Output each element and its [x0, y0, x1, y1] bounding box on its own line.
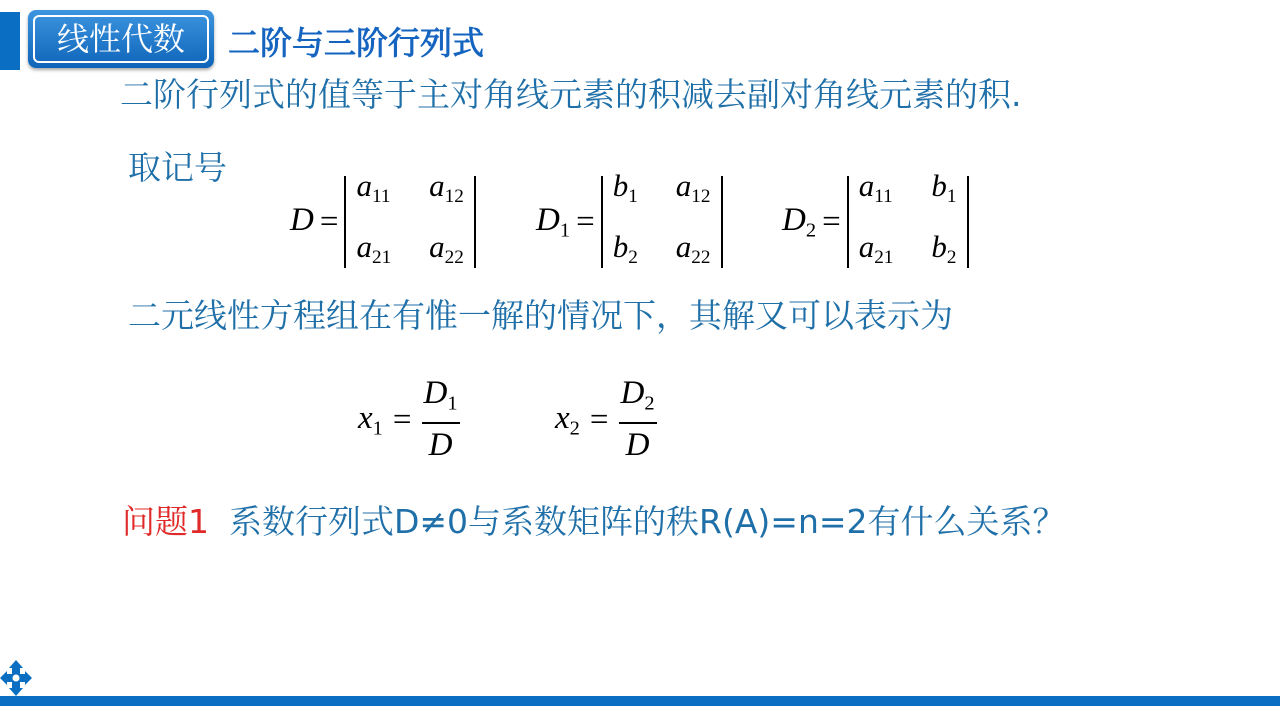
equals-sign: = [576, 203, 595, 240]
solution-description: 二元线性方程组在有惟一解的情况下，其解又可以表示为 [128, 296, 953, 335]
equals-sign: = [319, 203, 339, 240]
determinant-d [290, 167, 476, 269]
equals-sign: = [392, 401, 412, 438]
matrix-cell: $a_{12}$ [429, 167, 464, 207]
header-accent-bar [0, 12, 20, 70]
fraction [422, 374, 460, 467]
matrix-cell: $a_{21}$ [356, 229, 392, 269]
determinant-name: D [290, 201, 314, 238]
determinant-name: $D_1$ [536, 201, 571, 242]
matrix-cell: $b_1$ [931, 167, 957, 207]
determinant-d2 [782, 167, 969, 269]
solution-x2 [555, 374, 657, 466]
course-tag-label: 线性代数 [33, 15, 209, 63]
matrix-cell: $a_{11}$ [858, 167, 893, 207]
matrix-cell: $a_{22}$ [675, 229, 711, 269]
determinant-matrix [344, 167, 475, 269]
matrix-cell: $a_{22}$ [429, 229, 464, 269]
footer-bar [0, 696, 1280, 706]
question-label: 问题1 [122, 502, 209, 541]
question [122, 500, 1066, 544]
equals-sign: = [822, 203, 841, 240]
determinant-name: $D_2$ [782, 201, 817, 242]
determinant-d1 [536, 167, 723, 269]
determinant-matrix [847, 167, 969, 269]
four-way-arrows-icon[interactable] [0, 660, 32, 696]
solution-x1 [358, 374, 460, 466]
rule-statement: 二阶行列式的值等于主对角线元素的积减去副对角线元素的积. [120, 75, 1022, 114]
matrix-cell: $b_2$ [612, 229, 638, 269]
fraction [619, 374, 657, 467]
matrix-cell: $a_{12}$ [675, 167, 711, 207]
matrix-cell: $a_{11}$ [356, 167, 391, 207]
matrix-cell: $b_1$ [612, 167, 638, 207]
page-title: 二阶与三阶行列式 [228, 24, 485, 62]
course-tag [28, 10, 214, 68]
fraction-denominator: D [428, 427, 453, 464]
determinant-matrix [601, 167, 723, 269]
question-text: 系数行列式D≠0与系数矩阵的秩R(A)=n=2有什么关系？ [229, 502, 1066, 541]
matrix-cell: $a_{21}$ [858, 229, 894, 269]
notation-label: 取记号 [128, 148, 227, 187]
fraction-numerator: $D_1$ [423, 374, 458, 415]
solution-variable: $x_2$ [555, 399, 580, 440]
fraction-denominator: D [625, 427, 650, 464]
equals-sign: = [589, 401, 609, 438]
fraction-numerator: $D_2$ [620, 374, 655, 415]
matrix-cell: $b_2$ [931, 229, 957, 269]
solution-variable: $x_1$ [358, 399, 383, 440]
